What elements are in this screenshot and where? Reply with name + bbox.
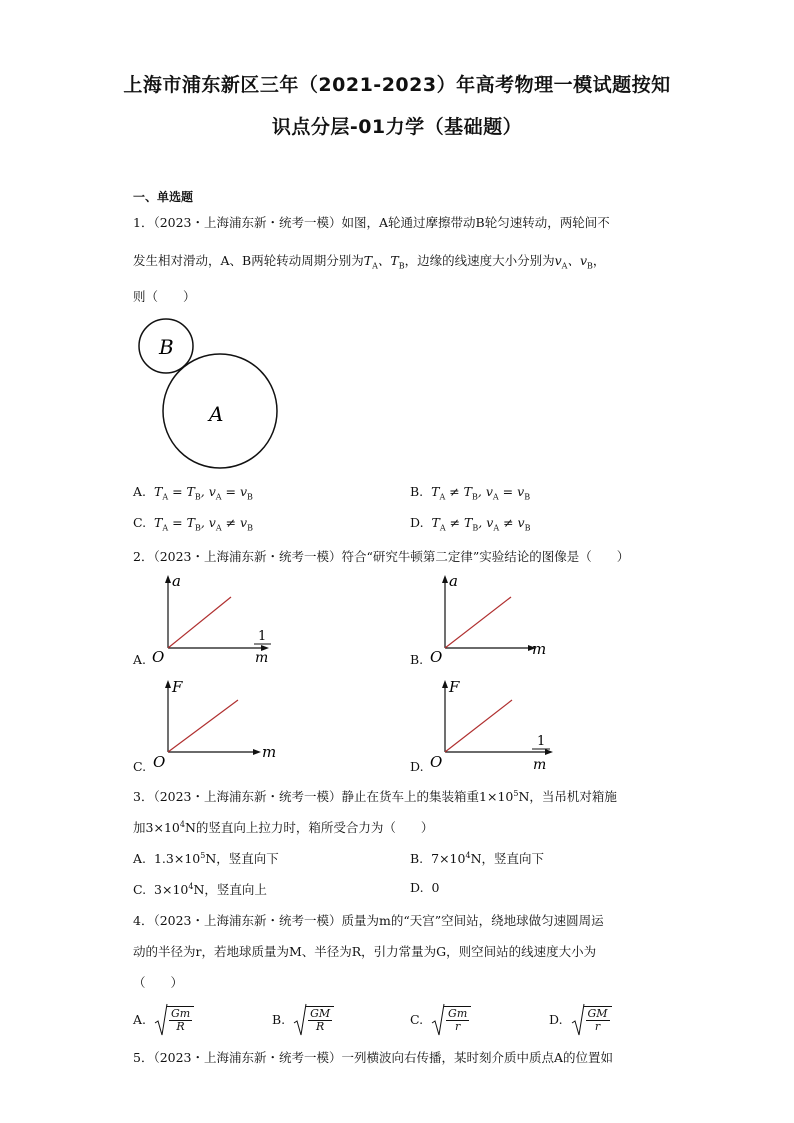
graph-c-y-label: F <box>172 678 183 696</box>
q1-text-line1: 1．（2023・上海浦东新・统考一模）如图，A轮通过摩擦带动B轮匀速转动，两轮间不 <box>133 215 610 230</box>
q1-figure <box>135 318 285 473</box>
q3-option-a-value: 1.3×10 <box>153 851 201 866</box>
q4-option-d[interactable] <box>549 1006 612 1033</box>
q3-option-d-label: D. <box>410 880 424 895</box>
q3-option-b-exp: 4 <box>465 850 471 860</box>
q1-option-c-label: C. <box>133 515 147 530</box>
q4-option-c-sqrt <box>431 1006 471 1033</box>
q4-option-d-sqrt <box>571 1006 612 1033</box>
graph-d-x-den: m <box>533 757 547 773</box>
q3-option-b-unit: N <box>470 851 482 866</box>
graph-d-x-num: 1 <box>537 734 546 749</box>
q1-option-b[interactable] <box>410 484 530 502</box>
q3-option-c[interactable] <box>133 880 267 898</box>
q3-weight <box>479 789 529 804</box>
q4-option-c-label: C. <box>410 1012 424 1027</box>
q1-option-c[interactable] <box>133 515 253 533</box>
q4-option-d-num: GM <box>587 1007 608 1020</box>
q3-option-a-text: ，竖直向下 <box>216 851 279 866</box>
q1-option-a-label: A. <box>133 484 147 499</box>
circle-a-label: A <box>209 402 224 426</box>
q3-weight-exp: 5 <box>513 788 519 798</box>
q3-option-c-label: C. <box>133 882 147 897</box>
q3-option-b-label: B. <box>410 851 424 866</box>
q1-option-a-formula: $T_A = T_B$, $v_A = v_B$ <box>153 484 253 502</box>
q4-option-c[interactable] <box>410 1006 471 1033</box>
graph-b-origin: O <box>430 648 443 666</box>
q4-option-a-sqrt <box>154 1006 194 1033</box>
graph-c-x-label: m <box>262 743 277 761</box>
q1-option-c-formula: $T_A = T_B$, $v_A \ne v_B$ <box>154 515 253 533</box>
q2-graph-b[interactable] <box>425 572 555 667</box>
q4-text-line3: （ ） <box>133 975 184 990</box>
q3-option-d-value: 0 <box>431 880 440 895</box>
q3-force-exp: 4 <box>179 819 185 829</box>
q3-weight-base: 1×10 <box>479 789 514 804</box>
q3-text-line1 <box>133 787 617 805</box>
doc-title-line1: 上海市浦东新区三年（2021-2023）年高考物理一模试题按知 <box>123 74 671 96</box>
q3-text-line2-a: 加 <box>133 820 146 835</box>
q1-option-b-formula: $T_A \ne T_B$, $v_A = v_B$ <box>431 484 531 502</box>
q4-option-b-label: B. <box>272 1012 286 1027</box>
graph-b-y-label: a <box>449 572 458 590</box>
q4-option-b[interactable] <box>272 1006 334 1033</box>
q2-graph-a[interactable] <box>148 572 278 667</box>
q2-option-d-label[interactable]: D. <box>410 759 424 774</box>
q3-option-c-text: ，竖直向上 <box>204 882 267 897</box>
q1-option-d[interactable] <box>410 515 530 533</box>
q1-text-line3: 则（ ） <box>133 289 196 304</box>
q3-text-line1-b: ，当吊机对箱施 <box>529 789 617 804</box>
q4-option-d-den: r <box>594 1020 601 1033</box>
q1-option-a[interactable] <box>133 484 253 502</box>
q3-text-line1-a: 3．（2023・上海浦东新・统考一模）静止在货车上的集装箱重 <box>133 789 480 804</box>
q2-option-c-label[interactable]: C. <box>133 759 147 774</box>
q2-option-a-label[interactable]: A. <box>133 652 147 667</box>
doc-title-line2: 识点分层-01力学（基础题） <box>271 116 523 138</box>
q3-option-c-exp: 4 <box>188 881 194 891</box>
q3-force-unit: N <box>184 820 196 835</box>
graph-a-x-den: m <box>255 650 269 666</box>
q4-option-c-num: Gm <box>448 1007 468 1020</box>
q3-option-a[interactable] <box>133 849 279 867</box>
q2-graph-d[interactable] <box>425 675 560 775</box>
q3-text-line2 <box>133 818 433 836</box>
q4-option-b-sqrt <box>293 1006 334 1033</box>
q5-text: 5．（2023・上海浦东新・统考一模）一列横波向右传播，某时刻介质中质点A的位置如 <box>133 1050 614 1065</box>
q4-option-b-den: R <box>316 1020 325 1033</box>
q4-option-c-den: r <box>455 1020 461 1033</box>
graph-b-x-label: m <box>532 640 547 658</box>
q1-text-line2: 发生相对滑动，A、B两轮转动周期分别为$T_A$、$T_B$，边缘的线速度大小分别为$v_A$、$v_B$， <box>133 253 606 271</box>
q3-option-a-exp: 5 <box>200 850 206 860</box>
graph-a-origin: O <box>152 648 165 666</box>
graph-c-origin: O <box>153 753 166 771</box>
graph-a-y-label: a <box>172 572 181 590</box>
q3-option-a-label: A. <box>133 851 147 866</box>
section-heading: 一、单选题 <box>133 190 194 204</box>
q2-text: 2．（2023・上海浦东新・统考一模）符合“研究牛顿第二定律”实验结论的图像是（ ） <box>133 549 630 564</box>
q4-option-a-den: R <box>176 1020 185 1033</box>
q3-option-c-value: 3×10 <box>154 882 189 897</box>
q1-text-line2-b: ，边缘的线速度大小分别为 <box>404 253 555 268</box>
q3-text-line2-b: 的竖直向上拉力时，箱所受合力为（ ） <box>195 820 434 835</box>
q3-force-base: 3×10 <box>145 820 180 835</box>
graph-a-x-num: 1 <box>258 629 267 644</box>
q3-weight-unit: N <box>518 789 530 804</box>
circle-b-label: B <box>159 335 174 359</box>
q3-option-b-value: 7×10 <box>431 851 466 866</box>
graph-d-origin: O <box>430 753 443 771</box>
q1-text-line2-a: 发生相对滑动，A、B两轮转动周期分别为 <box>133 253 364 268</box>
q1-speed-symbols: $v_A$、$v_B$ <box>554 253 593 271</box>
q3-option-a-unit: N <box>205 851 217 866</box>
q1-option-b-label: B. <box>410 484 424 499</box>
q4-option-a-label: A. <box>133 1012 147 1027</box>
q3-option-b-text: ，竖直向下 <box>481 851 545 866</box>
q1-option-d-label: D. <box>410 515 424 530</box>
q1-option-d-formula: $T_A \ne T_B$, $v_A \ne v_B$ <box>431 515 531 533</box>
q4-option-a-num: Gm <box>170 1007 191 1020</box>
q4-text-line2: 动的半径为r，若地球质量为M、半径为R，引力常量为G，则空间站的线速度大小为 <box>133 944 597 959</box>
q1-period-symbols: $T_A$、$T_B$ <box>363 253 405 271</box>
q2-graph-c[interactable] <box>148 675 278 775</box>
q4-option-d-label: D. <box>549 1012 563 1027</box>
q4-option-a[interactable] <box>133 1006 194 1033</box>
graph-d-y-label: F <box>449 678 460 696</box>
q4-text-line1: 4．（2023・上海浦东新・统考一模）质量为m的“天宫”空间站，绕地球做匀速圆周运 <box>133 913 604 928</box>
q3-option-c-unit: N <box>193 882 205 897</box>
q3-option-b[interactable] <box>410 849 544 867</box>
q3-option-d[interactable] <box>410 880 439 895</box>
q4-option-b-num: GM <box>310 1007 331 1020</box>
q3-force <box>146 820 196 835</box>
q2-option-b-label[interactable]: B. <box>410 652 424 667</box>
